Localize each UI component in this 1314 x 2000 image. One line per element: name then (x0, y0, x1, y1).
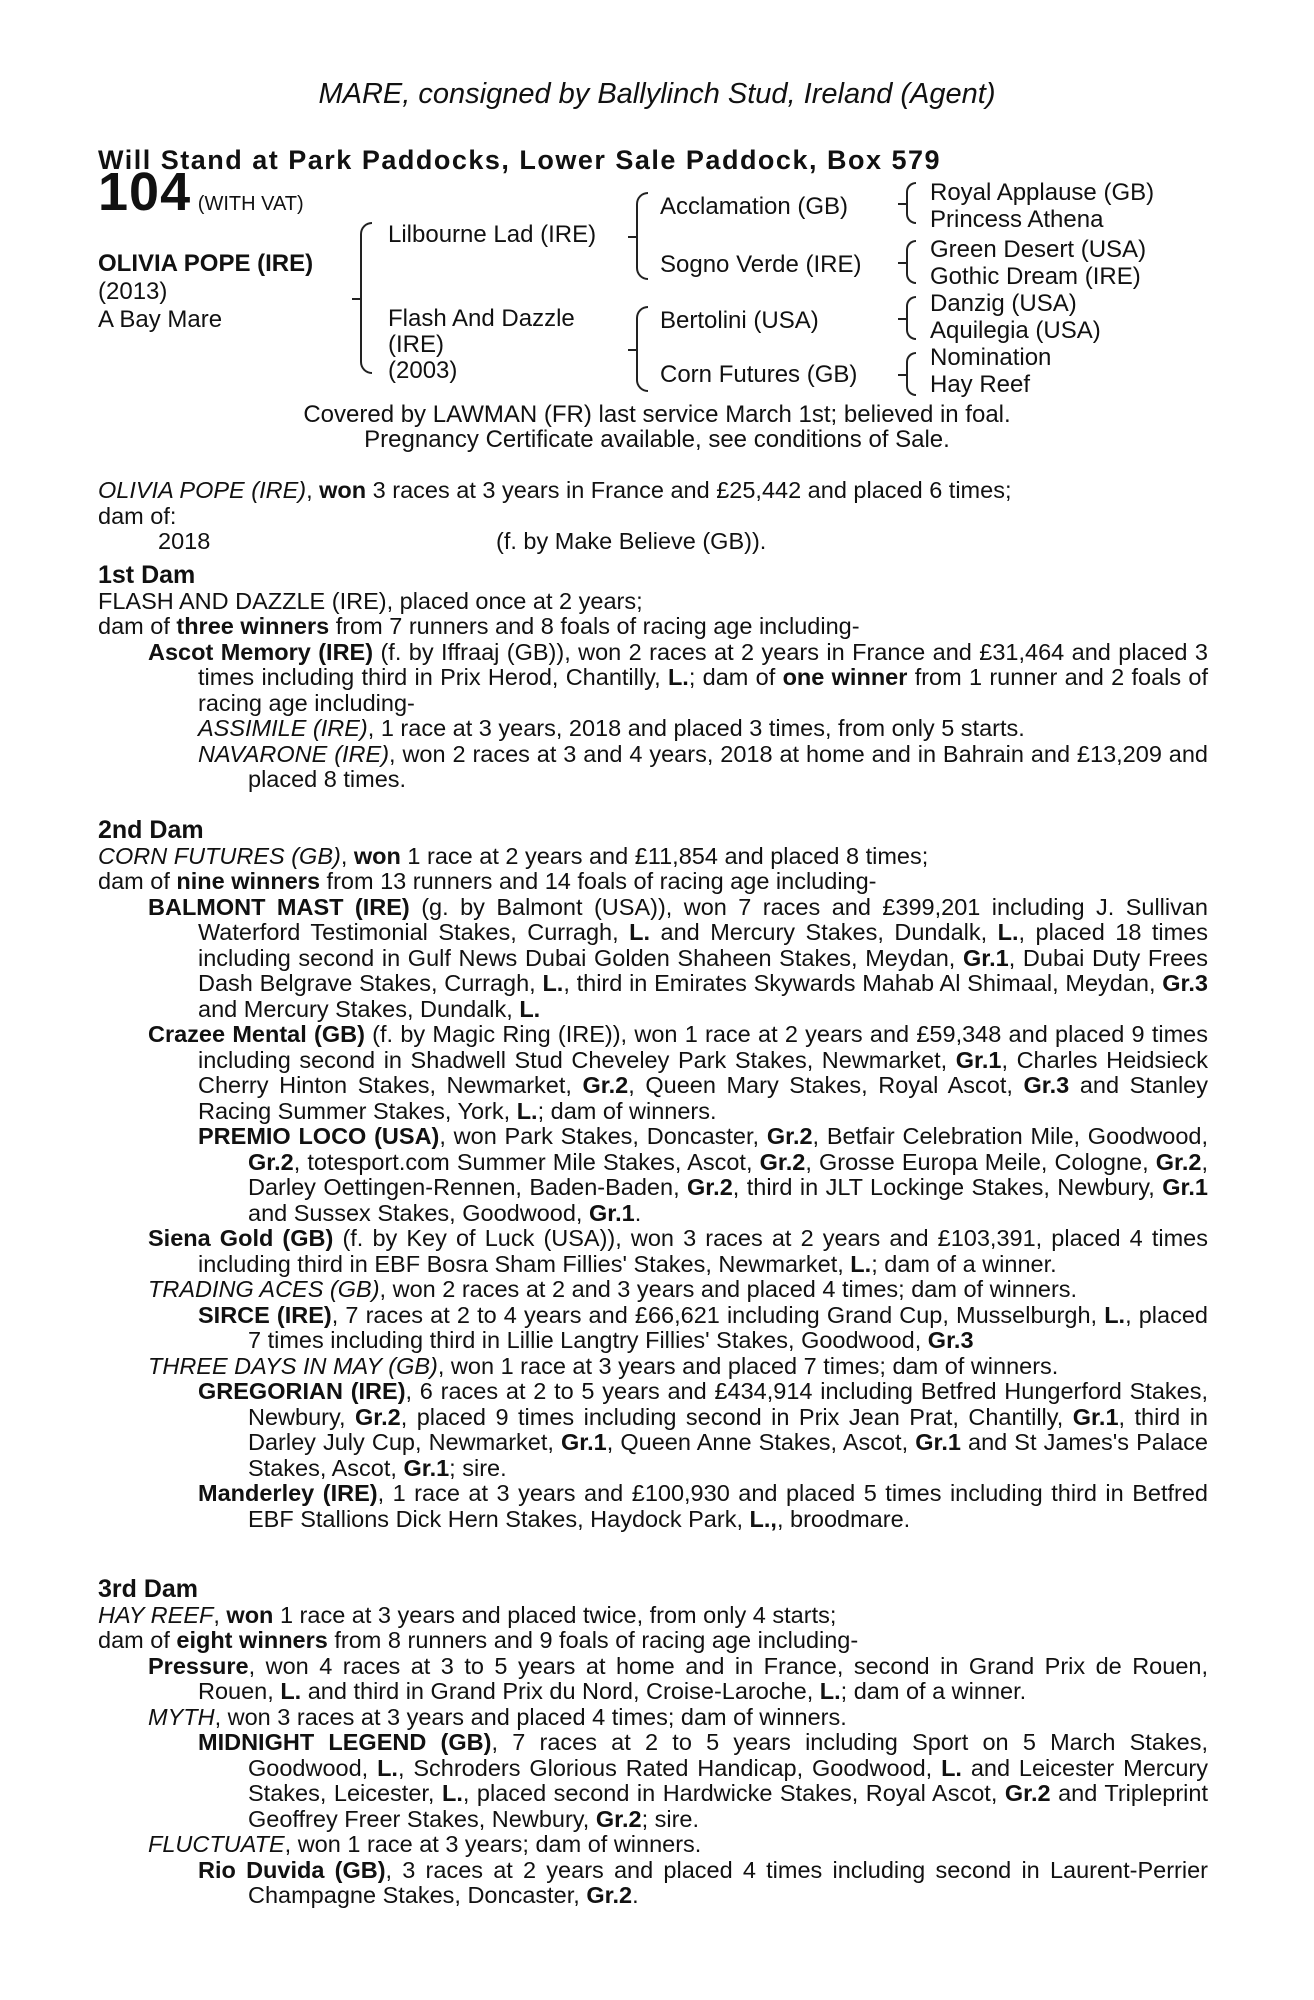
grade: Gr.2 (687, 1174, 733, 1200)
grade: L., (749, 1505, 777, 1532)
pedigree-sire-sire: Acclamation (GB) (660, 193, 849, 220)
grade: Gr.3 (1162, 970, 1208, 996)
text: dam of (98, 868, 177, 894)
text: 1 race at 2 years and £11,854 and placed 8 times; (400, 842, 929, 869)
progeny-name: THREE DAYS IN MAY (GB) (148, 1352, 438, 1379)
progeny-name: Siena Gold (GB) (148, 1225, 334, 1251)
lot-number-value: 104 (98, 162, 192, 222)
text: 1 race at 3 years and placed twice, from only 4 starts; (273, 1601, 837, 1628)
text: , third in JLT Lockinge Stakes, Newbury, (732, 1174, 1163, 1200)
grade: L. (280, 1678, 302, 1704)
progeny-name: MYTH (148, 1703, 215, 1730)
progeny-sirce (98, 1303, 1208, 1354)
grade: L. (941, 1754, 962, 1781)
pedigree-ssd: Princess Athena (930, 206, 1104, 233)
progeny-manderley (98, 1481, 1208, 1532)
covered-line2: Pregnancy Certificate available, see conditions of Sale. (364, 426, 950, 453)
text: nine winners (176, 868, 321, 894)
progeny-name: PREMIO LOCO (USA) (198, 1123, 440, 1149)
horse-name-italic: OLIVIA POPE (IRE) (98, 477, 307, 503)
grade: Gr.2 (586, 1882, 633, 1908)
grade: L. (819, 1678, 841, 1704)
pedigree-sdd: Gothic Dream (IRE) (930, 263, 1141, 290)
text: , Dubai Duty Frees Dash Belgrave Stakes, Curragh, (198, 944, 1208, 996)
progeny-fluctuate (98, 1832, 1208, 1858)
third-dam-line1 (98, 1603, 1208, 1629)
first-dam-line2 (98, 614, 1208, 640)
pedigree-dam-dam: Corn Futures (GB) (660, 361, 858, 388)
progeny-premio-loco (98, 1124, 1208, 1226)
grade: Gr.1 (962, 944, 1009, 971)
grade: L. (850, 1250, 872, 1277)
consignor-header: MARE, consigned by Ballylinch Stud, Ireland (Agent) (318, 78, 996, 110)
first-dam-section (98, 563, 1208, 793)
progeny-name: Ascot Memory (IRE) (148, 638, 374, 665)
text: , placed 18 times including second in Gulf News Dubai Golden Shaheen Stakes, Meydan, (198, 919, 1209, 971)
text: , placed 7 times including third in Lillie Langtry Fillies' Stakes, Goodwood, (248, 1301, 1208, 1353)
pedigree-dsd: Aquilegia (USA) (930, 317, 1101, 344)
progeny-name: Pressure (148, 1652, 249, 1679)
progeny-name: Crazee Mental (GB) (148, 1021, 365, 1047)
progeny-navarone (98, 742, 1208, 793)
lot-number (98, 162, 304, 222)
pedigree-sss: Royal Applause (GB) (930, 179, 1155, 206)
pedigree-bracket-sire (636, 192, 648, 280)
text: , Betfair Celebration Mile, Goodwood, (812, 1123, 1209, 1149)
progeny-balmont-mast (98, 895, 1208, 1023)
grade: Gr.3 (1023, 1072, 1070, 1098)
grade: Gr.1 (403, 1454, 450, 1481)
pedigree-bracket-ds (906, 296, 916, 340)
second-dam-line2 (98, 869, 1208, 895)
text: and Tripleprint Geoffrey Freer Stakes, Newbury, (248, 1780, 1208, 1832)
third-dam-section (98, 1577, 1208, 1909)
progeny-gregorian (98, 1379, 1208, 1481)
progeny-myth (98, 1705, 1208, 1731)
progeny-year: 2018 (158, 528, 211, 554)
text: , won 2 races at 2 and 3 years and placed 4 times; dam of winners. (379, 1276, 1078, 1302)
grade: Gr.2 (766, 1123, 813, 1149)
pedigree-dss: Danzig (USA) (930, 290, 1077, 317)
pedigree-ddd: Hay Reef (930, 371, 1031, 398)
horse-description: A Bay Mare (98, 306, 223, 333)
progeny-rio-duvida (98, 1858, 1208, 1909)
grade: L. (1104, 1301, 1126, 1328)
text: , won 1 race at 3 years; dam of winners. (284, 1831, 702, 1857)
grade: Gr.3 (927, 1327, 974, 1353)
text: ; sire. (449, 1454, 507, 1481)
second-dam-line1 (98, 844, 1208, 870)
intro-progeny (98, 529, 1208, 555)
text: HAY REEF (98, 1601, 214, 1628)
text: and Stanley Racing Summer Stakes, York, (198, 1072, 1208, 1124)
text: , won 4 races at 3 to 5 years at home and in France, second in Grand Prix de Rouen, Rouen, (198, 1652, 1208, 1704)
text: dam of (98, 613, 177, 639)
text: ; dam of a winner. (871, 1250, 1057, 1277)
first-dam-line1: FLASH AND DAZZLE (IRE), placed once at 2 years; (98, 587, 643, 614)
won-bold: won (319, 477, 367, 503)
text: , 1 race at 3 years and £100,930 and placed 5 times including third in Betfred EBF Stallions Dick Hern Stakes, Haydock Park, (248, 1480, 1208, 1532)
progeny-text: (f. by Make Believe (GB)). (496, 528, 767, 554)
progeny-three-days-in-may (98, 1354, 1208, 1380)
grade: L. (997, 919, 1019, 945)
text: , 3 races at 2 years and placed 4 times including second in Laurent-Perrier Champagne Stakes, Doncaster, (248, 1856, 1208, 1908)
text: , won 1 race at 3 years and placed 7 times; dam of winners. (437, 1352, 1059, 1379)
intro-line1 (98, 478, 1208, 504)
text: from 1 runner and 2 foals of racing age including- (198, 664, 1209, 716)
grade: Gr.1 (955, 1046, 1002, 1073)
pedigree-dam-sire: Bertolini (USA) (660, 307, 819, 334)
progeny-pressure (98, 1654, 1208, 1705)
progeny-name: MIDNIGHT LEGEND (GB) (198, 1729, 492, 1755)
grade: L. (629, 919, 651, 945)
pedigree-dam (388, 306, 575, 384)
pedigree-sire-dam: Sogno Verde (IRE) (660, 251, 862, 278)
grade: Gr.2 (759, 1148, 806, 1175)
pedigree-dam-line2: (IRE) (388, 331, 444, 358)
text: from 8 runners and 9 foals of racing age including- (327, 1627, 859, 1653)
pedigree-bracket-dd (906, 352, 916, 396)
grade: Gr.2 (595, 1805, 642, 1832)
progeny-name: SIRCE (IRE) (198, 1301, 332, 1328)
grade: L. (377, 1754, 398, 1781)
progeny-crazee-mental (98, 1022, 1208, 1124)
intro-section (98, 478, 1208, 555)
text: , third in Darley July Cup, Newmarket, (248, 1403, 1209, 1455)
grade: L. (441, 1780, 463, 1806)
grade: Gr.2 (582, 1072, 629, 1098)
text: from 7 runners and 8 foals of racing age including- (329, 613, 860, 639)
text: , won Park Stakes, Doncaster, (439, 1123, 767, 1149)
text: , Schroders Glorious Rated Handicap, Goodwood, (397, 1754, 942, 1781)
text: dam of (98, 1627, 177, 1653)
text: (f. by Magic Ring (IRE)), won 1 race at 2 years and £59,348 and placed 9 times including second in Shadwell Stud Cheveley Park Stakes, Newmarket, (198, 1021, 1208, 1073)
text: . (634, 1199, 642, 1226)
first-dam-title: 1st Dam (98, 561, 196, 589)
text: (g. by Balmont (USA)), won 7 races and £399,201 including J. Sullivan Waterford Testimonial Stakes, Curragh, (198, 893, 1208, 945)
text: . (632, 1882, 639, 1908)
text: , won 3 races at 3 years and placed 4 times; dam of winners. (214, 1703, 847, 1730)
text: , 7 races at 2 to 4 years and £66,621 including Grand Cup, Musselburgh, (331, 1301, 1105, 1328)
stabling-info: Will Stand at Park Paddocks, Lower Sale Paddock, Box 579 (98, 145, 942, 175)
text: won (226, 1601, 274, 1628)
pedigree-bracket-main (360, 222, 372, 374)
progeny-assimile (98, 716, 1208, 742)
progeny-name: FLUCTUATE (148, 1831, 285, 1857)
text: , 7 races at 2 to 5 years including Sport on 5 March Stakes, Goodwood, (248, 1729, 1208, 1781)
text: , 6 races at 2 to 5 years and £434,914 including Betfred Hungerford Stakes, Newbury, (248, 1378, 1208, 1430)
text: , won 2 races at 3 and 4 years, 2018 at home and in Bahrain and £13,209 and placed 8 times. (248, 740, 1208, 792)
progeny-siena-gold (98, 1226, 1208, 1277)
progeny-name: NAVARONE (IRE) (198, 740, 390, 767)
pedigree-dds: Nomination (930, 344, 1052, 371)
text: ; dam of winners. (537, 1097, 717, 1124)
grade: Gr.1 (915, 1429, 961, 1455)
text: (f. by Iffraaj (GB)), won 2 races at 2 years in France and £31,464 and placed 3 times including third in Prix Herod, Chantilly, (198, 638, 1208, 690)
text: ; sire. (641, 1805, 700, 1832)
progeny-name: ASSIMILE (IRE) (198, 715, 368, 741)
second-dam-title: 2nd Dam (98, 816, 204, 844)
text: , Grosse Europa Meile, Cologne, (805, 1148, 1156, 1175)
text: won (353, 842, 401, 869)
grade: L. (516, 1097, 538, 1124)
horse-name: OLIVIA POPE (IRE) (98, 250, 314, 277)
text: , totesport.com Summer Mile Stakes, Ascot, (293, 1148, 760, 1175)
second-dam-section (98, 818, 1208, 1532)
grade: Gr.1 (1162, 1174, 1208, 1200)
grade: Gr.2 (248, 1148, 294, 1175)
horse-details (98, 250, 313, 334)
grade: L. (667, 664, 689, 690)
text: , (340, 842, 354, 869)
covered-note (0, 402, 1314, 452)
progeny-name: BALMONT MAST (IRE) (148, 893, 410, 920)
intro-line2: dam of: (98, 502, 177, 529)
grade: Gr.1 (1072, 1403, 1119, 1430)
text: CORN FUTURES (GB) (98, 842, 341, 869)
text: , (213, 1601, 227, 1628)
text: (f. by Key of Luck (USA)), won 3 races at 2 years and £103,391, placed 4 times including third in EBF Bosra Sham Fillies' Stakes, Newmarket, (198, 1225, 1208, 1277)
text: one winner (782, 664, 908, 690)
progeny-name: Rio Duvida (GB) (198, 1856, 386, 1883)
progeny-trading-aces (98, 1277, 1208, 1303)
grade: Gr.2 (355, 1403, 401, 1430)
text: and Mercury Stakes, Dundalk, (198, 995, 520, 1022)
text: , (306, 477, 320, 503)
text: from 13 runners and 14 foals of racing age including- (320, 868, 877, 894)
grade: L. (519, 995, 541, 1022)
text: , Charles Heidsieck Cherry Hinton Stakes, Newmarket, (198, 1046, 1208, 1098)
pedigree-dam-line3: (2003) (388, 357, 458, 384)
text: and third in Grand Prix du Nord, Croise-Laroche, (301, 1678, 820, 1704)
text: 3 races at 3 years in France and £25,442 and placed 6 times; (366, 477, 1012, 503)
third-dam-title: 3rd Dam (98, 1575, 199, 1603)
horse-year: (2013) (98, 278, 168, 305)
grade: Gr.2 (1155, 1148, 1202, 1175)
text: and Leicester Mercury Stakes, Leicester, (248, 1754, 1208, 1806)
progeny-name: Manderley (IRE) (198, 1480, 378, 1506)
text: , placed 9 times including second in Prix Jean Prat, Chantilly, (400, 1403, 1073, 1430)
pedigree-sds: Green Desert (USA) (930, 236, 1147, 263)
text: ; dam of (688, 664, 783, 690)
text: and St James's Palace Stakes, Ascot, (248, 1429, 1208, 1481)
text: and Mercury Stakes, Dundalk, (650, 919, 998, 945)
text: three winners (176, 613, 330, 639)
covered-line1: Covered by LAWMAN (FR) last service March 1st; believed in foal. (303, 401, 1011, 428)
grade: Gr.1 (588, 1199, 635, 1226)
text: , third in Emirates Skywards Mahab Al Shimaal, Meydan, (563, 970, 1163, 996)
text: , 1 race at 3 years, 2018 and placed 3 times, from only 5 starts. (367, 715, 1025, 741)
pedigree-bracket-ss (906, 182, 916, 224)
text: and Sussex Stakes, Goodwood, (248, 1199, 589, 1226)
vat-note: (WITH VAT) (197, 193, 304, 215)
text: eight winners (176, 1627, 328, 1653)
pedigree-sire: Lilbourne Lad (IRE) (388, 221, 597, 248)
progeny-midnight-legend (98, 1730, 1208, 1832)
text: , Queen Anne Stakes, Ascot, (606, 1429, 916, 1455)
grade: L. (542, 970, 564, 996)
text: ; dam of a winner. (840, 1678, 1027, 1704)
progeny-name: TRADING ACES (GB) (148, 1276, 380, 1302)
grade: Gr.1 (561, 1429, 607, 1455)
progeny-ascot-memory (98, 640, 1208, 717)
grade: Gr.2 (1004, 1780, 1051, 1806)
text: , placed second in Hardwicke Stakes, Royal Ascot, (462, 1780, 1005, 1806)
text: , Queen Mary Stakes, Royal Ascot, (628, 1072, 1024, 1098)
pedigree-bracket-dam (636, 306, 648, 392)
progeny-name: GREGORIAN (IRE) (198, 1378, 406, 1404)
text: , broodmare. (776, 1505, 911, 1532)
third-dam-line2 (98, 1628, 1208, 1654)
pedigree-dam-line1: Flash And Dazzle (388, 305, 575, 332)
pedigree-bracket-sd (906, 240, 916, 284)
text: , Darley Oettingen-Rennen, Baden-Baden, (248, 1148, 1209, 1200)
